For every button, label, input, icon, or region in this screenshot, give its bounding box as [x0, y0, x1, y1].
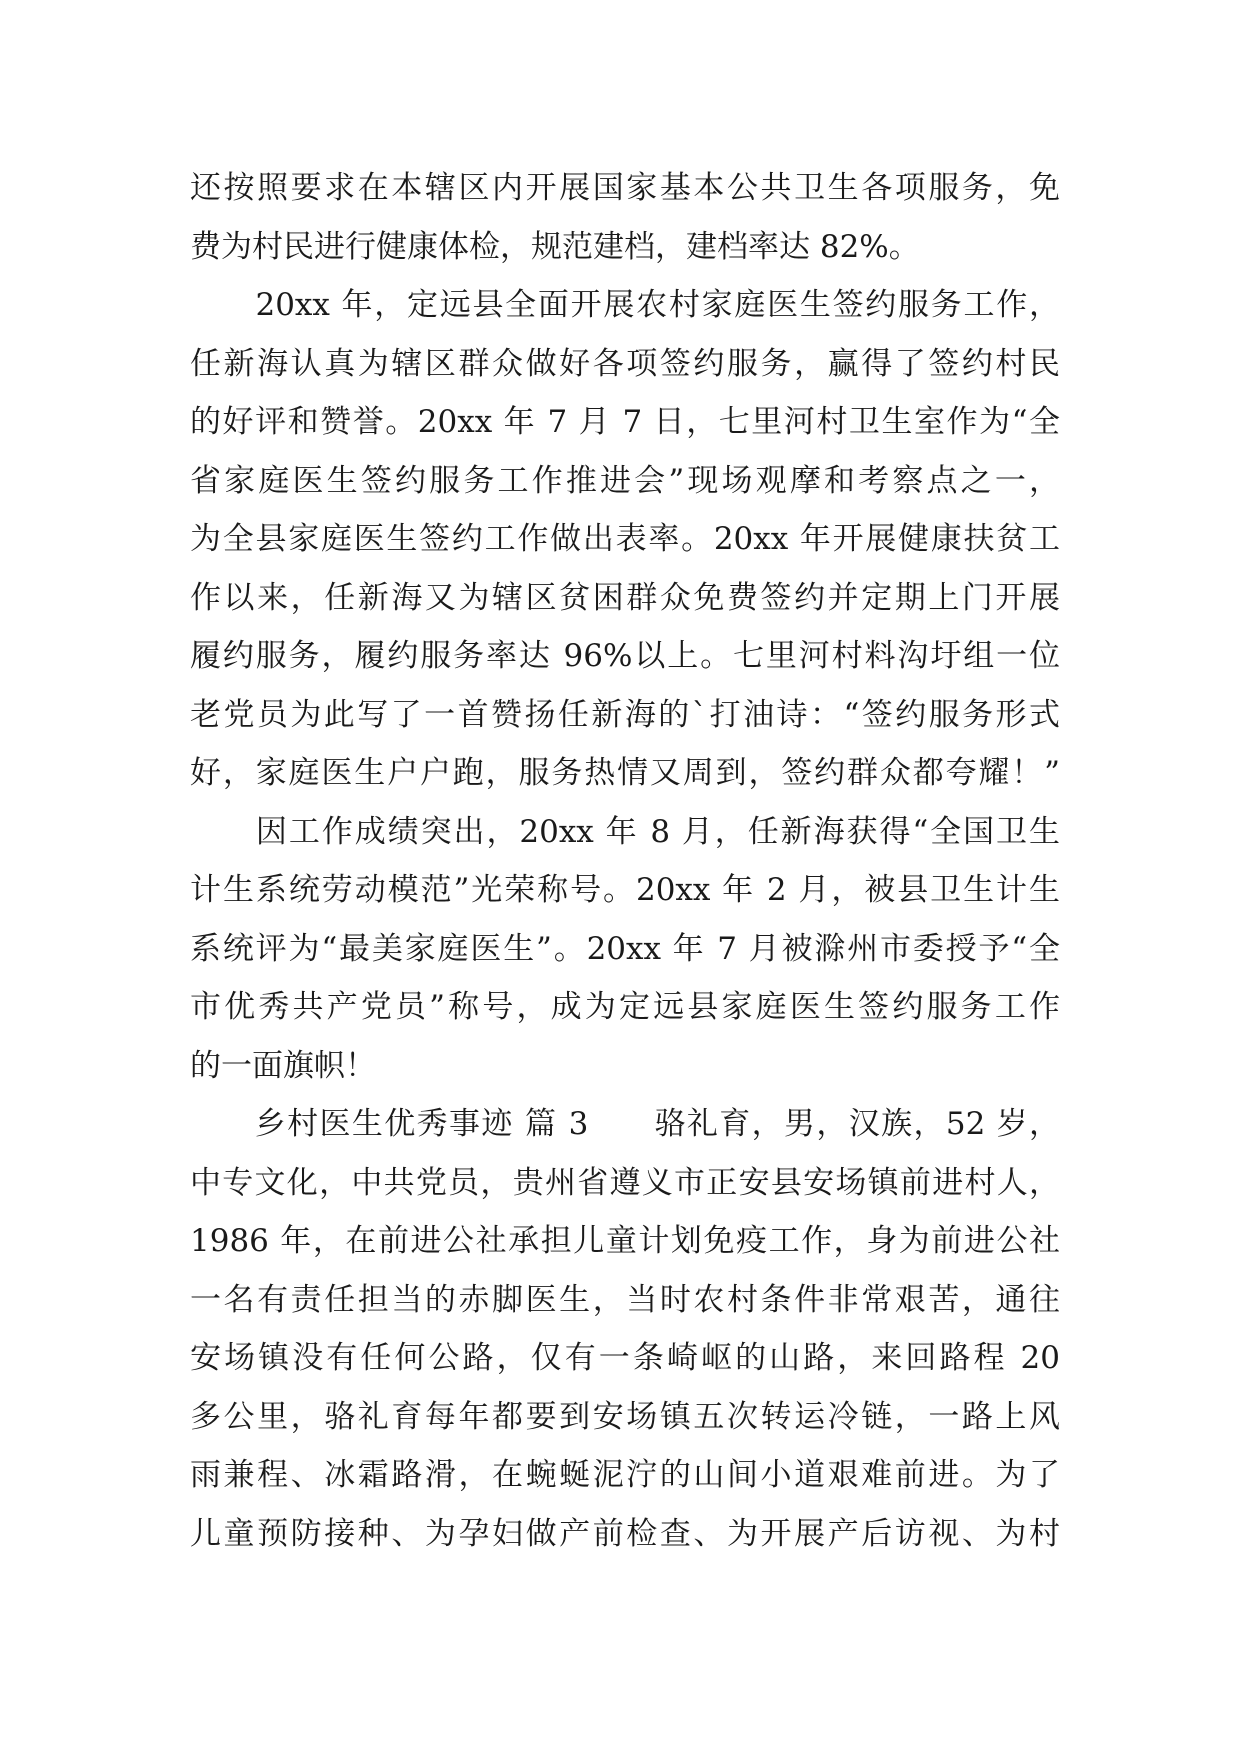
text-line: 安场镇没有任何公路，仅有一条崎岖的山路，来回路程 20 — [190, 1340, 1060, 1376]
text-line: 雨兼程、冰霜路滑，在蜿蜒泥泞的山间小道艰难前进。为了 — [190, 1457, 1060, 1493]
text-line: 乡村医生优秀事迹 篇 3 骆礼育，男，汉族，52 岁， — [190, 1106, 1060, 1142]
text-line: 作以来，任新海又为辖区贫困群众免费签约并定期上门开展 — [190, 579, 1060, 616]
text-line: 儿童预防接种、为孕妇做产前检查、为开展产后访视、为村 — [190, 1515, 1060, 1552]
text-line: 省家庭医生签约服务工作推进会”现场观摩和考察点之一， — [190, 462, 1060, 499]
text-line: 还按照要求在本辖区内开展国家基本公共卫生各项服务，免 — [190, 170, 1060, 206]
text-line: 一名有责任担当的赤脚医生，当时农村条件非常艰苦，通往 — [190, 1281, 1060, 1318]
text-line: 中专文化，中共党员，贵州省遵义市正安县安场镇前进村人， — [190, 1164, 1060, 1201]
text-line: 费为村民进行健康体检，规范建档，建档率达 82%。 — [190, 228, 920, 265]
text-line: 的一面旗帜！ — [190, 1047, 376, 1084]
text-line: 1986 年，在前进公社承担儿童计划免疫工作，身为前进公社 — [190, 1223, 1060, 1259]
text-line: 多公里，骆礼育每年都要到安场镇五次转运冷链，一路上风 — [190, 1398, 1060, 1435]
text-line: 市优秀共产党员”称号，成为定远县家庭医生签约服务工作 — [190, 989, 1060, 1025]
text-line: 的好评和赞誉。20xx 年 7 月 7 日，七里河村卫生室作为“全 — [190, 404, 1060, 440]
text-line: 好，家庭医生户户跑，服务热情又周到，签约群众都夸耀！” — [190, 755, 1060, 791]
text-line: 老党员为此写了一首赞扬任新海的`打油诗：“签约服务形式 — [190, 696, 1060, 733]
text-line: 为全县家庭医生签约工作做出表率。20xx 年开展健康扶贫工 — [190, 521, 1060, 557]
text-line: 履约服务，履约服务率达 96%以上。七里河村料沟圩组一位 — [190, 638, 1060, 674]
text-line: 任新海认真为辖区群众做好各项签约服务，赢得了签约村民 — [190, 345, 1060, 382]
text-line: 20xx 年，定远县全面开展农村家庭医生签约服务工作， — [190, 287, 1060, 323]
text-line: 系统评为“最美家庭医生”。20xx 年 7 月被滁州市委授予“全 — [190, 930, 1060, 967]
text-line: 计生系统劳动模范”光荣称号。20xx 年 2 月，被县卫生计生 — [190, 872, 1060, 908]
text-line: 因工作成绩突出，20xx 年 8 月，任新海获得“全国卫生 — [190, 813, 1060, 850]
document-body — [190, 159, 1060, 1563]
